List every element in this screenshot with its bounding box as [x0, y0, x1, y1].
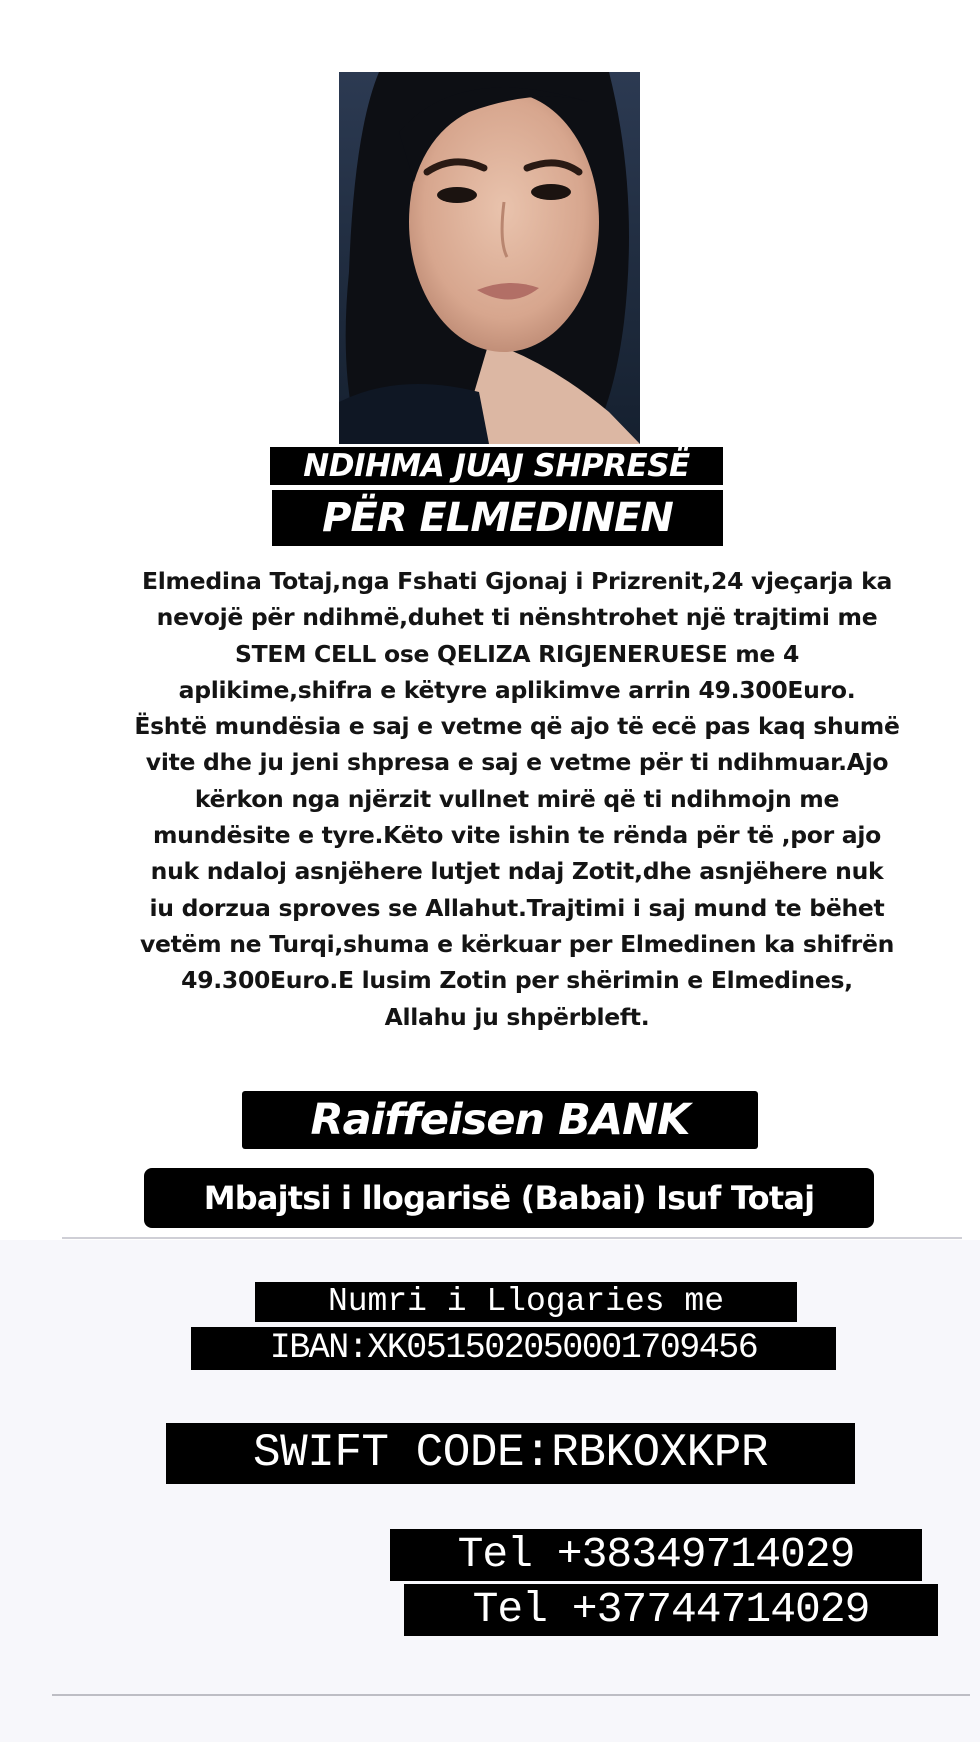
- paragraph-line: vetëm ne Turqi,shuma e kërkuar per Elmedinen ka shifrën: [139, 929, 895, 958]
- paragraph-line: mundësite e tyre.Këto vite ishin te rënda për të ,por ajo: [153, 821, 881, 850]
- paragraph-line: Allahu ju shpërbleft.: [384, 1002, 650, 1031]
- portrait-photo: [339, 72, 640, 444]
- title-line-1: NDIHMA JUAJ SHPRESË: [270, 447, 723, 485]
- paragraph-line: iu dorzua sproves se Allahut.Trajtimi i saj mund te bëhet: [149, 893, 885, 922]
- paragraph-line: nevojë për ndihmë,duhet ti nënshtrohet një trajtimi me: [156, 603, 878, 632]
- iban-value: IBAN:XK051502050001709456: [191, 1327, 836, 1370]
- paragraph-line: nuk ndaloj asnjëhere lutjet ndaj Zotit,dhe asnjëhere nuk: [150, 857, 884, 886]
- appeal-paragraph: [92, 563, 942, 1035]
- paragraph-line: Është mundësia e saj e vetme që ajo të ecë pas kaq shumë: [134, 712, 900, 741]
- paragraph-line: Elmedina Totaj,nga Fshati Gjonaj i Prizrenit,24 vjeçarja ka: [141, 567, 893, 595]
- account-holder-label: Mbajtsi i llogarisë (Babai) Isuf Totaj: [144, 1168, 874, 1228]
- swift-code-value: SWIFT CODE:RBKOXKPR: [166, 1423, 855, 1484]
- paragraph-line: 49.300Euro.E lusim Zotin per shërimin e Elmedines,: [181, 966, 853, 995]
- paragraph-line: aplikime,shifra e këtyre aplikimve arrin 49.300Euro.: [178, 675, 856, 704]
- title-line-2: PËR ELMEDINEN: [272, 490, 723, 546]
- phone-number-2: Tel +37744714029: [404, 1584, 938, 1636]
- paragraph-line: kërkon nga njërzit vullnet mirë që ti ndihmojn me: [194, 784, 840, 813]
- bottom-divider: [52, 1694, 970, 1696]
- bank-name-label: Raiffeisen BANK: [242, 1091, 758, 1149]
- card-bottom-divider: [62, 1237, 962, 1239]
- phone-number-1: Tel +38349714029: [390, 1529, 922, 1581]
- paragraph-line: vite dhe ju jeni shpresa e saj e vetme për ti ndihmuar.Ajo: [145, 748, 889, 777]
- paragraph-line: STEM CELL ose QELIZA RIGJENERUESE me 4: [234, 639, 799, 668]
- account-number-label: Numri i Llogaries me: [255, 1282, 797, 1322]
